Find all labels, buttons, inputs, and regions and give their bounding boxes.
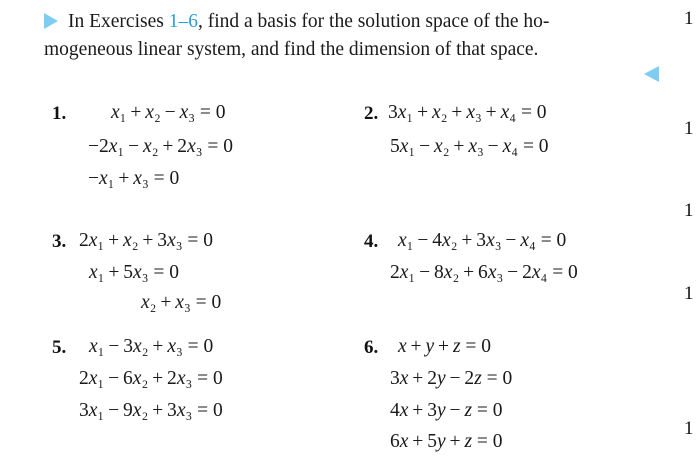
play-triangle-icon[interactable] (44, 13, 58, 29)
equation: x₁ − 4x₂ + 3x₃ − x₄ = 0 (398, 230, 567, 251)
exercise-number: 3. (52, 231, 67, 252)
equation: −x₁ + x₃ = 0 (88, 168, 180, 189)
exercise-range-link[interactable]: 1–6 (168, 11, 198, 32)
exercise-number: 2. (364, 103, 379, 124)
intro-line-2: mogeneous linear system, and find the dimension of that space. (44, 39, 539, 60)
equation: −2x₁ − x₂ + 2x₃ = 0 (88, 136, 234, 157)
equation: 5x₁ − x₂ + x₃ − x₄ = 0 (390, 136, 549, 157)
equation: 4x + 3y − z = 0 (390, 400, 503, 421)
equation: x₁ + 5x₃ = 0 (89, 262, 179, 283)
equation: 2x₁ + x₂ + 3x₃ = 0 (79, 230, 214, 251)
edge-mark: 1 (684, 8, 694, 29)
equation: 6x + 5y + z = 0 (390, 431, 503, 452)
equation: 2x₁ − 8x₂ + 6x₃ − 2x₄ = 0 (390, 262, 578, 283)
equation: 3x₁ + x₂ + x₃ + x₄ = 0 (388, 102, 547, 123)
edge-mark: 1 (684, 118, 694, 139)
equation: x + y + z = 0 (398, 336, 492, 357)
equation: 2x₁ − 6x₂ + 2x₃ = 0 (79, 368, 223, 389)
intro-tail: , find a basis for the solution space of the ho- (197, 11, 550, 32)
equation: x₁ − 3x₂ + x₃ = 0 (89, 336, 214, 357)
edge-mark: 1 (684, 283, 694, 304)
edge-mark: 1 (684, 200, 694, 221)
equation: 3x + 2y − 2z = 0 (390, 368, 513, 389)
intro-lead: In Exercises (68, 11, 169, 32)
exercise-number: 5. (52, 337, 67, 358)
equation: 3x₁ − 9x₂ + 3x₃ = 0 (79, 400, 223, 421)
exercise-number: 6. (364, 337, 379, 358)
equation: x₂ + x₃ = 0 (141, 292, 222, 313)
edge-mark: 1 (684, 418, 694, 439)
equation: x₁ + x₂ − x₃ = 0 (111, 102, 226, 123)
exercise-instructions (44, 8, 674, 64)
exercise-number: 4. (364, 231, 379, 252)
back-triangle-icon[interactable] (644, 66, 659, 82)
exercise-number: 1. (52, 103, 67, 124)
